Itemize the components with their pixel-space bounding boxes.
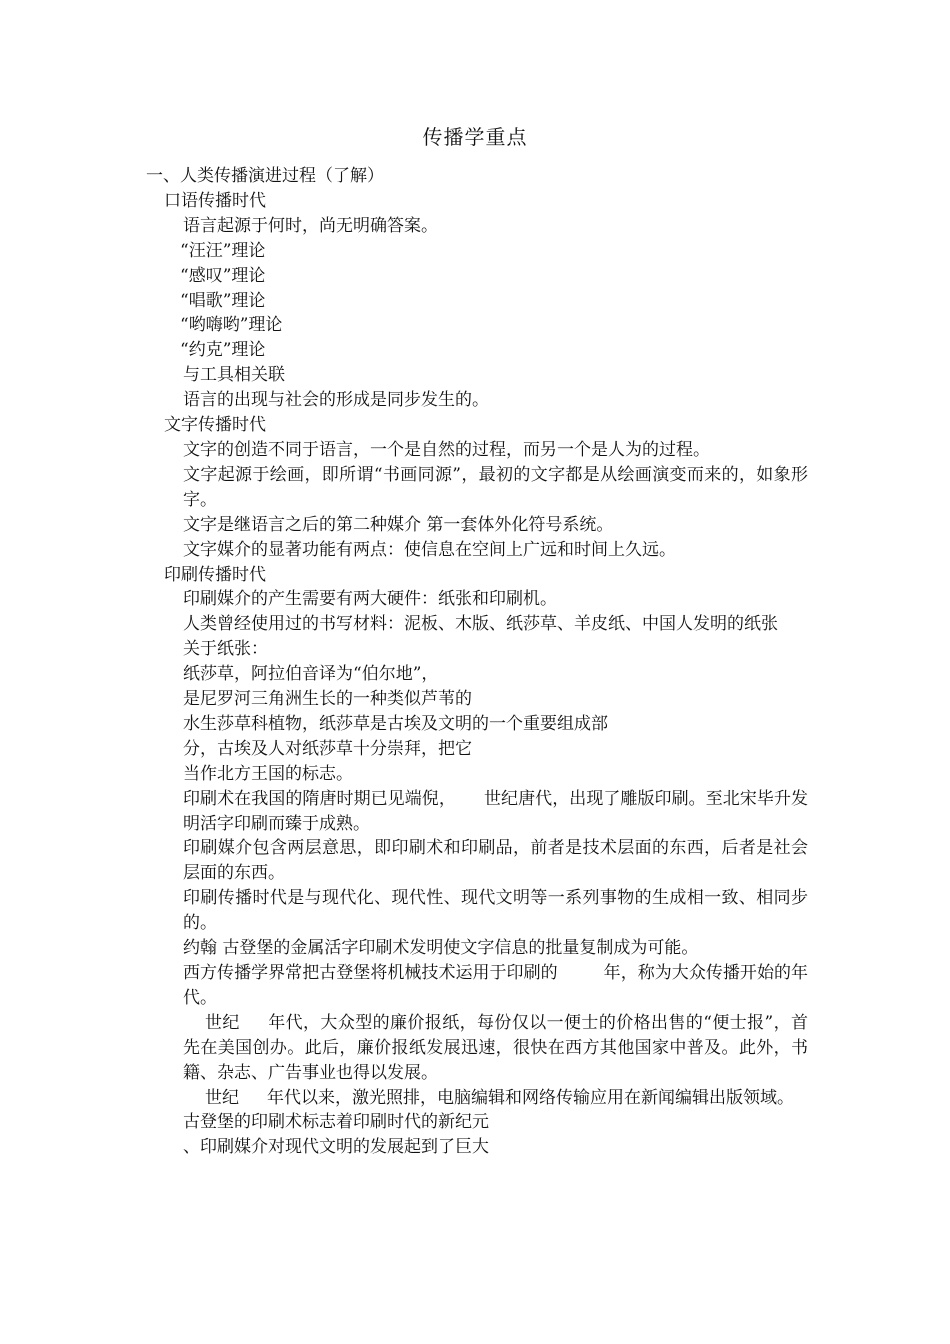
oral-line: “汪汪”理论 bbox=[180, 240, 266, 261]
printing-text: 世纪唐代，出现了雕版印刷。至北宋毕升发明活字印刷而臻于成熟。 bbox=[183, 788, 809, 834]
printing-paragraph bbox=[183, 1086, 808, 1111]
printing-text: 世纪 bbox=[205, 1012, 240, 1033]
subsection-heading-printing: 印刷传播时代 bbox=[164, 564, 266, 585]
oral-line: “约克”理论 bbox=[180, 340, 266, 361]
writing-paragraph: 文字是继语言之后的第二种媒介 第一套体外化符号系统。 bbox=[183, 514, 614, 535]
section-heading: 一、人类传播演进过程（了解） bbox=[146, 166, 384, 186]
printing-paragraph: 古登堡的印刷术标志着印刷时代的新纪元 bbox=[183, 1112, 489, 1133]
paper-line: 是尼罗河三角洲生长的一种类似芦苇的 bbox=[183, 689, 472, 710]
oral-line: 语言的出现与社会的形成是同步发生的。 bbox=[183, 390, 489, 411]
document-body bbox=[0, 164, 950, 1160]
printing-text: 年代，大众型的廉价报纸，每份仅以一便士的价格出售的“便士报”，首先在美国创办。此后，廉价报纸发展迅速，很快在西方其他国家中普及。此外，书籍、杂志、广告事业也得以发展。 bbox=[183, 1012, 809, 1083]
oral-line: “唱歌”理论 bbox=[180, 290, 266, 311]
paper-line: 当作北方王国的标志。 bbox=[183, 763, 353, 784]
printing-paragraph bbox=[183, 1011, 808, 1086]
printing-paragraph bbox=[183, 961, 808, 1011]
printing-text: 印刷术在我国的隋唐时期已见端倪， bbox=[183, 788, 456, 809]
paper-line: 水生莎草科植物，纸莎草是古埃及文明的一个重要组成部 bbox=[183, 713, 608, 734]
paper-line: 分，古埃及人对纸莎草十分崇拜，把它 bbox=[183, 738, 472, 759]
subsection-heading-writing: 文字传播时代 bbox=[164, 415, 266, 436]
oral-line: 与工具相关联 bbox=[183, 365, 285, 386]
printing-paragraph: 印刷传播时代是与现代化、现代性、现代文明等一系列事物的生成相一致、相同步的。 bbox=[183, 888, 808, 934]
printing-paragraph: 印刷媒介的产生需要有两大硬件：纸张和印刷机。 bbox=[183, 589, 557, 610]
page-title: 传播学重点 bbox=[422, 125, 528, 149]
printing-paragraph: 、印刷媒介对现代文明的发展起到了巨大 bbox=[183, 1137, 489, 1158]
paper-line: 纸莎草，阿拉伯音译为“伯尔地”， bbox=[183, 664, 439, 685]
printing-paragraph: 人类曾经使用过的书写材料：泥板、木版、纸莎草、羊皮纸、中国人发明的纸张 bbox=[183, 614, 778, 635]
printing-paragraph bbox=[183, 787, 808, 837]
oral-line: “哟嗨哟”理论 bbox=[180, 315, 283, 336]
oral-line: 语言起源于何时，尚无明确答案。 bbox=[183, 215, 438, 236]
printing-paragraph: 印刷媒介包含两层意思，即印刷术和印刷品，前者是技术层面的东西，后者是社会层面的东西。 bbox=[183, 838, 808, 884]
writing-paragraph: 文字的创造不同于语言，一个是自然的过程，而另一个是人为的过程。 bbox=[183, 439, 710, 460]
printing-text: 年代以来，激光照排，电脑编辑和网络传输应用在新闻编辑出版领域。 bbox=[267, 1087, 794, 1108]
oral-line: “感叹”理论 bbox=[180, 265, 266, 286]
printing-text: 世纪 bbox=[205, 1087, 239, 1108]
printing-text: 年，称为大众传播开始的年代。 bbox=[183, 963, 809, 1008]
writing-paragraph: 文字媒介的显著功能有两点：使信息在空间上广远和时间上久远。 bbox=[183, 539, 676, 560]
subsection-heading-oral: 口语传播时代 bbox=[164, 190, 266, 211]
printing-paragraph: 约翰 古登堡的金属活字印刷术发明使文字信息的批量复制成为可能。 bbox=[183, 938, 699, 959]
printing-text: 西方传播学界常把古登堡将机械技术运用于印刷的 bbox=[183, 963, 558, 983]
writing-paragraph: 文字起源于绘画，即所谓“书画同源”，最初的文字都是从绘画演变而来的，如象形字。 bbox=[183, 464, 808, 510]
paper-line: 关于纸张： bbox=[183, 639, 268, 660]
